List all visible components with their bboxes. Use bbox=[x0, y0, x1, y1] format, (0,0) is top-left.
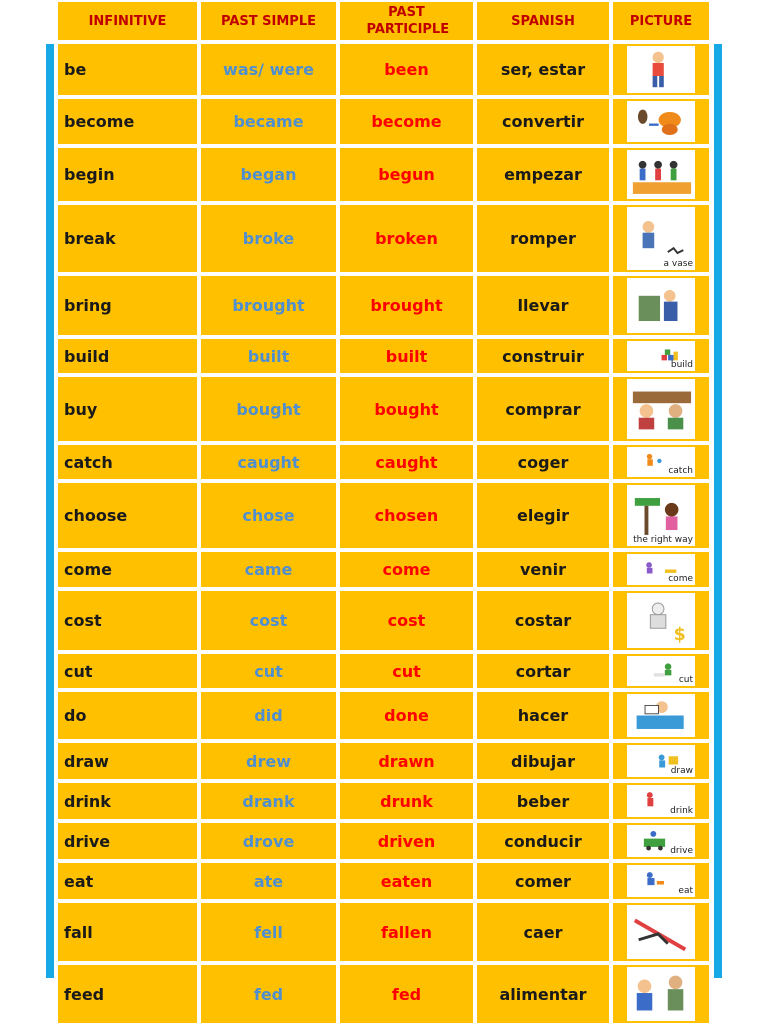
past-simple-cell: fed bbox=[201, 965, 336, 1023]
past-simple-cell: drank bbox=[201, 783, 336, 819]
infinitive-cell: build bbox=[58, 339, 197, 373]
catch-ball-icon bbox=[627, 447, 695, 477]
table-row bbox=[58, 692, 713, 739]
table-row bbox=[58, 823, 713, 859]
past-simple-cell: drove bbox=[201, 823, 336, 859]
table-row bbox=[58, 205, 713, 272]
table-row bbox=[58, 377, 713, 441]
past-simple-cell: bought bbox=[201, 377, 336, 441]
table-row bbox=[58, 743, 713, 779]
table-row bbox=[58, 863, 713, 899]
table-row bbox=[58, 654, 713, 688]
infinitive-cell: drink bbox=[58, 783, 197, 819]
past-participle-cell: cut bbox=[340, 654, 473, 688]
scissors-cut-icon bbox=[627, 656, 695, 686]
race-start-icon bbox=[627, 150, 695, 199]
svg-text:$: $ bbox=[673, 624, 686, 645]
picture-caption: build bbox=[670, 360, 693, 370]
right-blue-bar bbox=[714, 44, 722, 978]
header-row bbox=[58, 2, 713, 40]
spanish-cell: hacer bbox=[477, 692, 609, 739]
past-simple-cell: brought bbox=[201, 276, 336, 335]
come-figure-icon bbox=[627, 554, 695, 585]
table-row bbox=[58, 99, 713, 144]
spanish-cell: elegir bbox=[477, 483, 609, 548]
past-participle-cell: eaten bbox=[340, 863, 473, 899]
past-simple-cell: drew bbox=[201, 743, 336, 779]
table-row bbox=[58, 148, 713, 201]
picture-cell bbox=[613, 654, 709, 688]
past-simple-cell: cut bbox=[201, 654, 336, 688]
picture-caption: eat bbox=[678, 886, 693, 896]
past-participle-cell: cost bbox=[340, 591, 473, 650]
picture-cell bbox=[613, 743, 709, 779]
past-simple-cell: ate bbox=[201, 863, 336, 899]
picture-caption: come bbox=[668, 574, 693, 584]
past-simple-cell: chose bbox=[201, 483, 336, 548]
drawing-figure-icon bbox=[627, 745, 695, 777]
infinitive-cell: do bbox=[58, 692, 197, 739]
infinitive-cell: choose bbox=[58, 483, 197, 548]
table-row bbox=[58, 552, 713, 587]
table-row bbox=[58, 339, 713, 373]
picture-cell bbox=[613, 823, 709, 859]
infinitive-cell: become bbox=[58, 99, 197, 144]
homework-icon bbox=[627, 694, 695, 737]
spanish-cell: ser, estar bbox=[477, 44, 609, 95]
picture-cell bbox=[613, 99, 709, 144]
past-simple-cell: cost bbox=[201, 591, 336, 650]
infinitive-cell: come bbox=[58, 552, 197, 587]
past-simple-cell: fell bbox=[201, 903, 336, 961]
infinitive-cell: begin bbox=[58, 148, 197, 201]
picture-cell bbox=[613, 339, 709, 373]
past-simple-cell: was/ were bbox=[201, 44, 336, 95]
picture-caption: drive bbox=[670, 846, 693, 856]
past-simple-cell: broke bbox=[201, 205, 336, 272]
spanish-cell: beber bbox=[477, 783, 609, 819]
past-participle-cell: come bbox=[340, 552, 473, 587]
picture-cell bbox=[613, 903, 709, 961]
butterfly-icon bbox=[627, 101, 695, 142]
table-row bbox=[58, 276, 713, 335]
picture-cell bbox=[613, 44, 709, 95]
infinitive-cell: break bbox=[58, 205, 197, 272]
picture-cell bbox=[613, 148, 709, 201]
past-participle-cell: become bbox=[340, 99, 473, 144]
car-drive-icon bbox=[627, 825, 695, 857]
spanish-cell: construir bbox=[477, 339, 609, 373]
past-participle-cell: begun bbox=[340, 148, 473, 201]
picture-cell bbox=[613, 445, 709, 479]
past-simple-cell: came bbox=[201, 552, 336, 587]
past-participle-cell: chosen bbox=[340, 483, 473, 548]
picture-cell bbox=[613, 483, 709, 548]
past-participle-cell: fed bbox=[340, 965, 473, 1023]
past-participle-cell: driven bbox=[340, 823, 473, 859]
table-row bbox=[58, 903, 713, 961]
header-past-participle: PAST PARTICIPLE bbox=[340, 2, 473, 40]
spanish-cell: comprar bbox=[477, 377, 609, 441]
dollar-cost-icon bbox=[627, 593, 695, 648]
table-row bbox=[58, 445, 713, 479]
infinitive-cell: cost bbox=[58, 591, 197, 650]
picture-cell bbox=[613, 692, 709, 739]
table-row bbox=[58, 44, 713, 95]
infinitive-cell: eat bbox=[58, 863, 197, 899]
picture-caption: draw bbox=[670, 766, 693, 776]
build-blocks-icon bbox=[627, 341, 695, 371]
table-row bbox=[58, 783, 713, 819]
picture-caption: drink bbox=[670, 806, 693, 816]
picture-cell bbox=[613, 965, 709, 1023]
infinitive-cell: catch bbox=[58, 445, 197, 479]
past-participle-cell: done bbox=[340, 692, 473, 739]
falling-man-icon bbox=[627, 905, 695, 959]
infinitive-cell: buy bbox=[58, 377, 197, 441]
picture-caption: a vase bbox=[663, 259, 693, 269]
feeding-people-icon bbox=[627, 967, 695, 1021]
infinitive-cell: feed bbox=[58, 965, 197, 1023]
infinitive-cell: cut bbox=[58, 654, 197, 688]
past-simple-cell: did bbox=[201, 692, 336, 739]
past-simple-cell: began bbox=[201, 148, 336, 201]
spanish-cell: llevar bbox=[477, 276, 609, 335]
picture-cell bbox=[613, 552, 709, 587]
past-simple-cell: caught bbox=[201, 445, 336, 479]
left-blue-bar bbox=[46, 44, 54, 978]
past-participle-cell: brought bbox=[340, 276, 473, 335]
table-row bbox=[58, 591, 713, 650]
signpost-girl-icon bbox=[627, 485, 695, 546]
past-participle-cell: fallen bbox=[340, 903, 473, 961]
infinitive-cell: bring bbox=[58, 276, 197, 335]
picture-cell bbox=[613, 205, 709, 272]
spanish-cell: venir bbox=[477, 552, 609, 587]
carrying-man-icon bbox=[627, 278, 695, 333]
spanish-cell: alimentar bbox=[477, 965, 609, 1023]
infinitive-cell: drive bbox=[58, 823, 197, 859]
spanish-cell: cortar bbox=[477, 654, 609, 688]
spanish-cell: dibujar bbox=[477, 743, 609, 779]
past-participle-cell: caught bbox=[340, 445, 473, 479]
spanish-cell: caer bbox=[477, 903, 609, 961]
spanish-cell: coger bbox=[477, 445, 609, 479]
infinitive-cell: draw bbox=[58, 743, 197, 779]
past-simple-cell: built bbox=[201, 339, 336, 373]
picture-cell bbox=[613, 783, 709, 819]
past-participle-cell: broken bbox=[340, 205, 473, 272]
picture-caption: the right way bbox=[633, 535, 693, 545]
spanish-cell: costar bbox=[477, 591, 609, 650]
table-row bbox=[58, 965, 713, 1023]
header-past-simple: PAST SIMPLE bbox=[201, 2, 336, 40]
spanish-cell: comer bbox=[477, 863, 609, 899]
past-simple-cell: became bbox=[201, 99, 336, 144]
spanish-cell: empezar bbox=[477, 148, 609, 201]
spanish-cell: conducir bbox=[477, 823, 609, 859]
infinitive-cell: be bbox=[58, 44, 197, 95]
picture-caption: cut bbox=[678, 675, 693, 685]
past-participle-cell: built bbox=[340, 339, 473, 373]
table-row bbox=[58, 483, 713, 548]
past-participle-cell: bought bbox=[340, 377, 473, 441]
shop-purchase-icon bbox=[627, 379, 695, 439]
broken-vase-icon bbox=[627, 207, 695, 270]
header-spanish: SPANISH bbox=[477, 2, 609, 40]
irregular-verbs-table bbox=[58, 2, 713, 1027]
past-participle-cell: drunk bbox=[340, 783, 473, 819]
spanish-cell: romper bbox=[477, 205, 609, 272]
picture-cell bbox=[613, 377, 709, 441]
past-participle-cell: drawn bbox=[340, 743, 473, 779]
spanish-cell: convertir bbox=[477, 99, 609, 144]
picture-cell bbox=[613, 276, 709, 335]
header-picture: PICTURE bbox=[613, 2, 709, 40]
picture-caption: catch bbox=[668, 466, 693, 476]
drink-figure-icon bbox=[627, 785, 695, 817]
infinitive-cell: fall bbox=[58, 903, 197, 961]
past-participle-cell: been bbox=[340, 44, 473, 95]
boy-clipart-icon bbox=[627, 46, 695, 93]
eat-figure-icon bbox=[627, 865, 695, 897]
header-infinitive: INFINITIVE bbox=[58, 2, 197, 40]
picture-cell bbox=[613, 591, 709, 650]
picture-cell bbox=[613, 863, 709, 899]
